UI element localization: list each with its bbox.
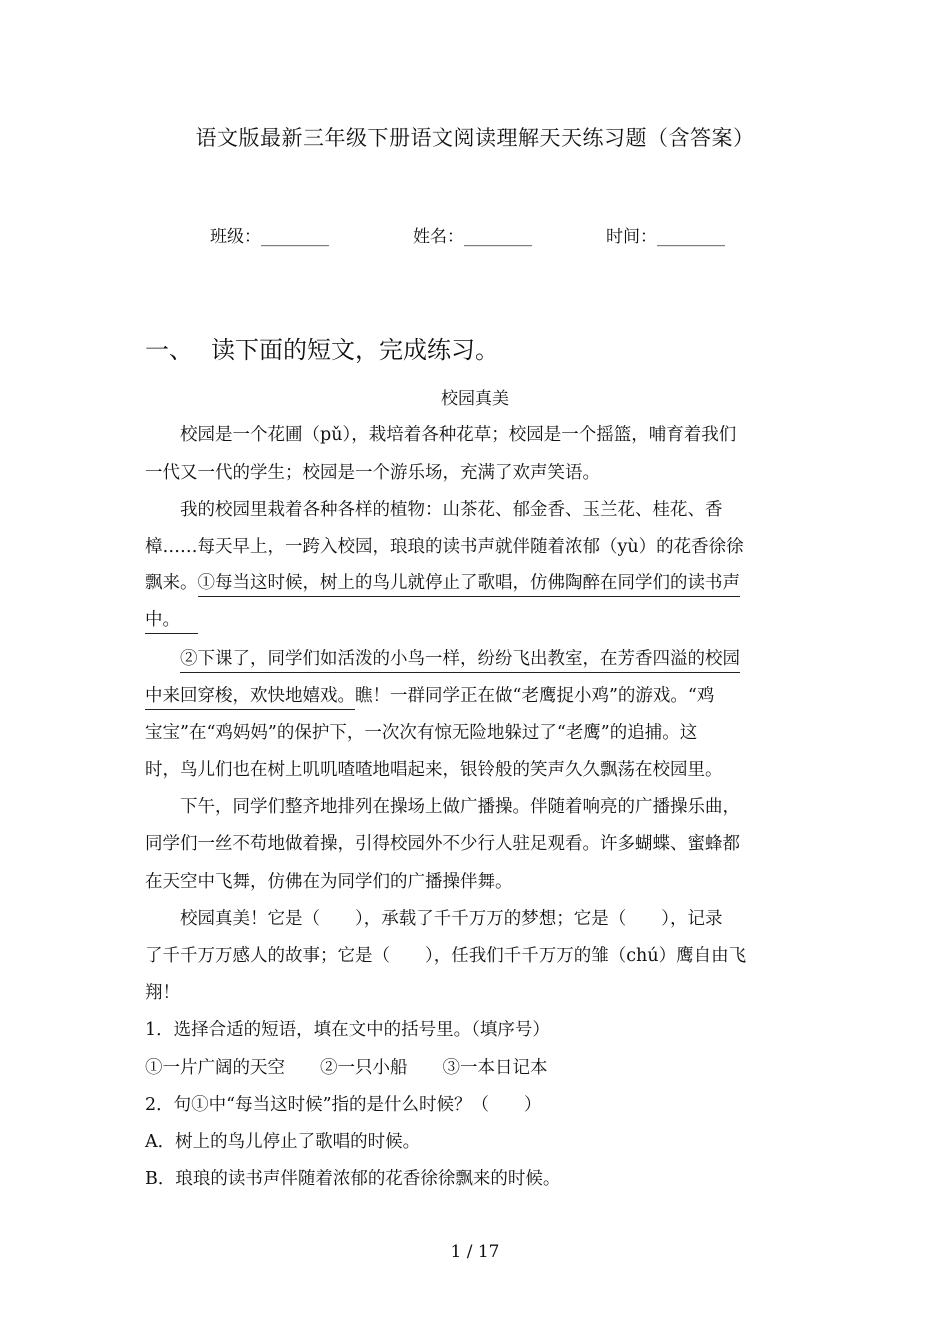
passage-line bbox=[145, 682, 714, 707]
passage-indent bbox=[145, 649, 180, 669]
document-title: 语文版最新三年级下册语文阅读理解天天练习题（含答案） bbox=[195, 126, 755, 150]
name-field: 姓名：________ bbox=[413, 227, 532, 247]
underlined-sentence-1-end: 中。 bbox=[145, 610, 198, 634]
question-2-option-a: A．树上的鸟儿停止了歌唱的时候。 bbox=[145, 1132, 421, 1152]
passage-line: 在天空中飞舞，仿佛在为同学们的广播操伴舞。 bbox=[145, 872, 513, 892]
underlined-sentence-1: ①每当这时候，树上的鸟儿就停止了歌唱，仿佛陶醉在同学们的读书声 bbox=[198, 573, 741, 597]
passage-line: 了千千万万感人的故事；它是（ ），任我们千千万万的雏（chú）鹰自由飞 bbox=[145, 946, 747, 966]
page-number: 1 / 17 bbox=[450, 1242, 500, 1262]
passage-line bbox=[145, 645, 740, 670]
passage-line bbox=[145, 569, 740, 594]
time-field: 时间：________ bbox=[606, 227, 725, 247]
passage-text: 瞧！一群同学正在做“老鹰捉小鸡”的游戏。“鸡 bbox=[355, 686, 715, 706]
underlined-sentence-2: ②下课了，同学们如活泼的小鸟一样，纷纷飞出教室，在芳香四溢的校园 bbox=[180, 649, 740, 673]
passage-line: 时，鸟儿们也在树上叽叽喳喳地唱起来，银铃般的笑声久久飘荡在校园里。 bbox=[145, 760, 723, 780]
passage-line bbox=[145, 606, 198, 631]
passage-line: 校园是一个花圃（pǔ），栽培着各种花草；校园是一个摇篮，哺育着我们 bbox=[145, 425, 737, 445]
passage-line: 樟……每天早上，一跨入校园，琅琅的读书声就伴随着浓郁（yù）的花香徐徐 bbox=[145, 537, 744, 557]
passage-line: 一代又一代的学生；校园是一个游乐场，充满了欢声笑语。 bbox=[145, 463, 600, 483]
question-1: 1．选择合适的短语，填在文中的括号里。（填序号） bbox=[145, 1020, 550, 1040]
passage-line: 同学们一丝不苟地做着操，引得校园外不少行人驻足观看。许多蝴蝶、蜜蜂都 bbox=[145, 834, 740, 854]
passage-line: 校园真美！它是（ ），承载了千千万万的梦想；它是（ ），记录 bbox=[145, 909, 723, 929]
section-heading bbox=[145, 330, 499, 365]
passage-line: 宝宝”在“鸡妈妈”的保护下，一次次有惊无险地躲过了“老鹰”的追捕。这 bbox=[145, 723, 698, 743]
passage-line: 翔！ bbox=[145, 983, 180, 1003]
class-field: 班级：________ bbox=[210, 227, 329, 247]
passage-text: 飘来。 bbox=[145, 573, 198, 593]
underlined-sentence-2-end: 中来回穿梭，欢快地嬉戏。 bbox=[145, 686, 355, 710]
passage-line: 我的校园里栽着各种各样的植物：山茶花、郁金香、玉兰花、桂花、香 bbox=[145, 500, 723, 520]
question-2-option-b: B．琅琅的读书声伴随着浓郁的花香徐徐飘来的时候。 bbox=[145, 1169, 561, 1189]
passage-title: 校园真美 bbox=[441, 389, 509, 409]
section-number: 一、 bbox=[145, 336, 193, 364]
passage-line: 下午，同学们整齐地排列在操场上做广播操。伴随着响亮的广播操乐曲， bbox=[145, 797, 740, 817]
question-2: 2．句①中“每当这时候”指的是什么时候？（ ） bbox=[145, 1095, 542, 1115]
question-1-options: ①一片广阔的天空 ②一只小船 ③一本日记本 bbox=[145, 1058, 548, 1078]
section-heading-text: 读下面的短文，完成练习。 bbox=[211, 336, 499, 364]
